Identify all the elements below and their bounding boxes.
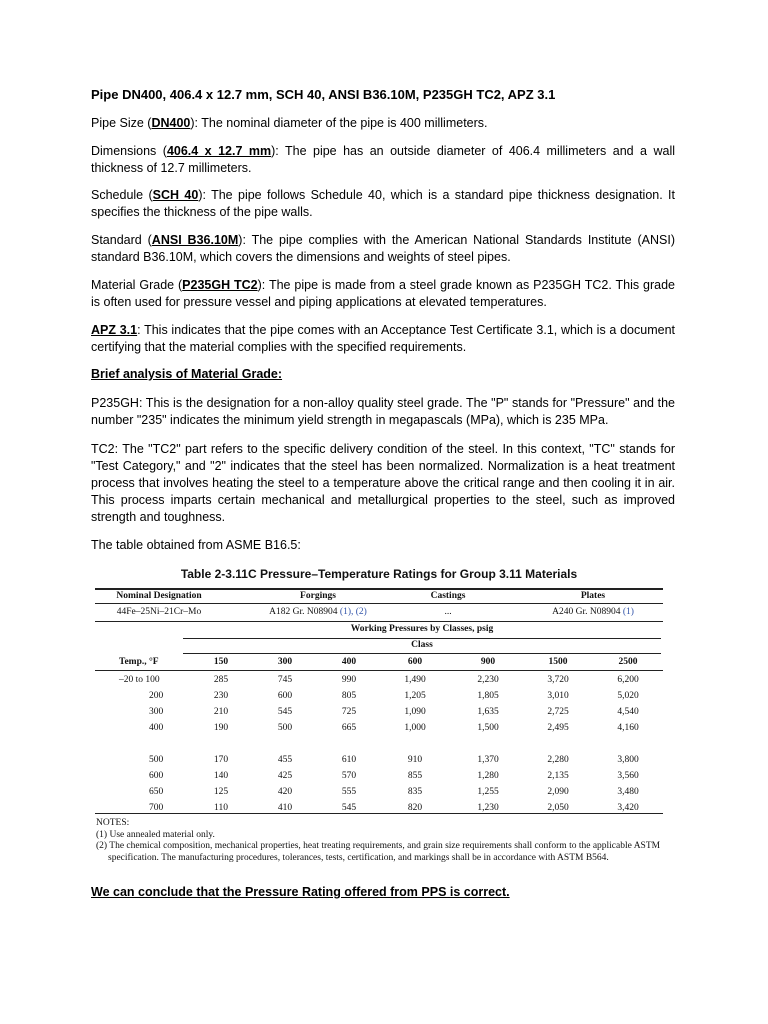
note-1: (1) Use annealed material only. <box>96 829 215 840</box>
dimensions-term: 406.4 x 12.7 mm <box>166 144 272 158</box>
table-cell: 910 <box>407 755 423 765</box>
header-nominal-designation: Nominal Designation <box>116 591 202 601</box>
castings-value: ... <box>444 607 452 617</box>
table-intro: The table obtained from ASME B16.5: <box>91 538 301 552</box>
table-cell: 2,495 <box>547 723 569 733</box>
table-cell: 1,090 <box>404 707 426 717</box>
table-cell: 805 <box>341 691 357 701</box>
paragraph-material <box>91 277 675 311</box>
table-cell: 2,090 <box>547 787 569 797</box>
table-cell: 1,635 <box>477 707 499 717</box>
class-300: 300 <box>277 657 293 667</box>
table-cell: 600 <box>277 691 293 701</box>
paragraph-p235gh: P235GH: This is the designation for a non-alloy quality steel grade. The "P" stands for "Pressure" and the number "235" indicates the minimum yield strength in megapascals (MPa), which is 235 MPa. <box>91 396 675 427</box>
table-cell: 1,255 <box>477 787 499 797</box>
table-cell: 725 <box>341 707 357 717</box>
analysis-heading: Brief analysis of Material Grade: <box>91 367 283 381</box>
paragraph-schedule <box>91 187 675 221</box>
class-400: 400 <box>341 657 357 667</box>
designation-rule <box>95 603 663 604</box>
table-notes <box>96 818 664 864</box>
table-cell: 1,230 <box>477 803 499 813</box>
table-cell: 125 <box>213 787 229 797</box>
apz-text: : This indicates that the pipe comes with an Acceptance Test Certificate 3.1, which is a document certifying that the material complies with the specified requirements. <box>91 323 675 354</box>
material-text: ): The pipe is made from a steel grade known as P235GH TC2. This grade is often used for pressure vessel and piping applications at elevated temperatures. <box>91 278 675 309</box>
table-cell: 3,480 <box>617 787 639 797</box>
table-cell: 420 <box>277 787 293 797</box>
class-rule-bottom <box>183 653 661 654</box>
row-temp: 600 <box>149 771 164 781</box>
pressure-temperature-table <box>93 565 665 870</box>
table-cell: 665 <box>341 723 357 733</box>
table-cell: 855 <box>407 771 423 781</box>
dimensions-lead: Dimensions ( <box>91 144 167 158</box>
table-bottom-rule <box>95 813 663 814</box>
table-cell: 1,000 <box>404 723 426 733</box>
nominal-value: 44Fe–25Ni–21Cr–Mo <box>116 607 202 617</box>
table-cell: 1,490 <box>404 675 426 685</box>
table-cell: 425 <box>277 771 293 781</box>
table-cell: 1,805 <box>477 691 499 701</box>
class-label: Class <box>411 640 433 650</box>
table-cell: 2,280 <box>547 755 569 765</box>
table-cell: 230 <box>213 691 229 701</box>
header-plates: Plates <box>580 591 606 601</box>
table-cell: 210 <box>213 707 229 717</box>
conclusion: We can conclude that the Pressure Rating offered from PPS is correct. <box>91 885 510 899</box>
plates-refs: (1) <box>622 607 634 617</box>
schedule-term: SCH 40 <box>152 188 199 202</box>
table-cell: 3,720 <box>547 675 569 685</box>
class-1500: 1500 <box>548 657 568 667</box>
class-150: 150 <box>213 657 229 667</box>
table-cell: 170 <box>213 755 229 765</box>
table-cell: 3,010 <box>547 691 569 701</box>
row-temp: 200 <box>149 691 164 701</box>
paragraph-pipe-size <box>91 115 675 132</box>
row-temp: 700 <box>149 803 164 813</box>
table-cell: 1,205 <box>404 691 426 701</box>
table-cell: 570 <box>341 771 357 781</box>
table-cell: 2,050 <box>547 803 569 813</box>
note-2: (2) The chemical composition, mechanical properties, heat treating requirements, and grain size requirements shall conform to the applicable ASTM specification. The manufacturing procedures, tolerances, tests, certification, and markings shall be in accordance with ASTM B564. <box>96 841 661 863</box>
working-pressures-label: Working Pressures by Classes, psig <box>350 624 494 634</box>
paragraph-dimensions <box>91 143 675 177</box>
dimensions-text: ): The pipe has an outside diameter of 406.4 millimeters and a wall thickness of 12.7 millimeters. <box>91 144 676 175</box>
header-forgings: Forgings <box>300 591 336 601</box>
table-top-rule <box>95 588 663 590</box>
notes-label: NOTES: <box>96 818 130 828</box>
table-cell: 745 <box>277 675 293 685</box>
table-cell: 3,800 <box>617 755 639 765</box>
header-bottom-rule <box>95 670 663 671</box>
table-cell: 820 <box>407 803 423 813</box>
table-cell: 2,725 <box>547 707 569 717</box>
pipe-size-term: DN400 <box>151 116 191 130</box>
schedule-lead: Schedule ( <box>91 188 153 202</box>
class-2500: 2500 <box>618 657 638 667</box>
standard-lead: Standard ( <box>91 233 152 247</box>
table-cell: 990 <box>341 675 357 685</box>
row-temp: –20 to 100 <box>119 675 160 685</box>
table-cell: 1,500 <box>477 723 499 733</box>
table-cell: 5,020 <box>617 691 639 701</box>
table-cell: 2,135 <box>547 771 569 781</box>
row-temp: 650 <box>149 787 164 797</box>
table-cell: 285 <box>213 675 229 685</box>
material-term: P235GH TC2 <box>182 278 258 292</box>
table-cell: 190 <box>213 723 229 733</box>
table-cell: 3,420 <box>617 803 639 813</box>
class-rule-top <box>183 638 661 639</box>
header-castings: Castings <box>430 591 466 601</box>
material-lead: Material Grade ( <box>91 278 183 292</box>
table-cell: 545 <box>277 707 293 717</box>
row-temp: 500 <box>149 755 164 765</box>
paragraph-apz <box>91 322 675 356</box>
table-cell: 2,230 <box>477 675 499 685</box>
temp-header: Temp., °F <box>119 657 159 667</box>
plates-value <box>528 607 658 617</box>
table-cell: 455 <box>277 755 293 765</box>
table-cell: 835 <box>407 787 423 797</box>
pipe-size-lead: Pipe Size ( <box>91 116 152 130</box>
table-title: Table 2-3.11C Pressure–Temperature Ratings for Group 3.11 Materials <box>180 567 578 581</box>
row-temp: 300 <box>149 707 164 717</box>
paragraph-standard <box>91 232 675 266</box>
row-temp: 400 <box>149 723 164 733</box>
schedule-text: ): The pipe follows Schedule 40, which is a standard pipe thickness designation. It specifies the thickness of the pipe walls. <box>91 188 675 219</box>
table-cell: 4,540 <box>617 707 639 717</box>
table-cell: 1,280 <box>477 771 499 781</box>
table-cell: 545 <box>341 803 357 813</box>
paragraph-tc2: TC2: The "TC2" part refers to the specific delivery condition of the steel. In this context, "TC" stands for "Test Category," and "2" indicates that the steel has been normalized. Normalization is a heat treatment process that involves heating the steel to a temperature above the critical range and then cooling it in air. This process imparts certain mechanical and metallurgical properties to the steel, such as improved strength and toughness. <box>91 442 675 524</box>
forgings-refs: (1), (2) <box>339 607 367 617</box>
document-title: Pipe DN400, 406.4 x 12.7 mm, SCH 40, ANSI B36.10M, P235GH TC2, APZ 3.1 <box>91 87 556 102</box>
apz-term: APZ 3.1 <box>91 323 138 337</box>
plates-spec: A240 Gr. N08904 <box>552 607 621 617</box>
standard-text: ): The pipe complies with the American National Standards Institute (ANSI) standard B36.10M, which covers the dimensions and weights of steel pipes. <box>91 233 675 264</box>
table-cell: 110 <box>214 803 228 813</box>
forgings-spec: A182 Gr. N08904 <box>269 607 338 617</box>
table-cell: 3,560 <box>617 771 639 781</box>
forgings-value <box>243 607 393 617</box>
table-cell: 140 <box>213 771 229 781</box>
table-cell: 555 <box>341 787 357 797</box>
class-600: 600 <box>407 657 423 667</box>
class-900: 900 <box>480 657 496 667</box>
standard-term: ANSI B36.10M <box>151 233 239 247</box>
pipe-size-text: ): The nominal diameter of the pipe is 400 millimeters. <box>190 116 488 130</box>
table-cell: 610 <box>341 755 357 765</box>
table-cell: 6,200 <box>617 675 639 685</box>
table-cell: 500 <box>277 723 293 733</box>
table-cell: 4,160 <box>617 723 639 733</box>
table-cell: 410 <box>277 803 293 813</box>
working-pressure-rule <box>95 621 663 622</box>
table-cell: 1,370 <box>477 755 499 765</box>
